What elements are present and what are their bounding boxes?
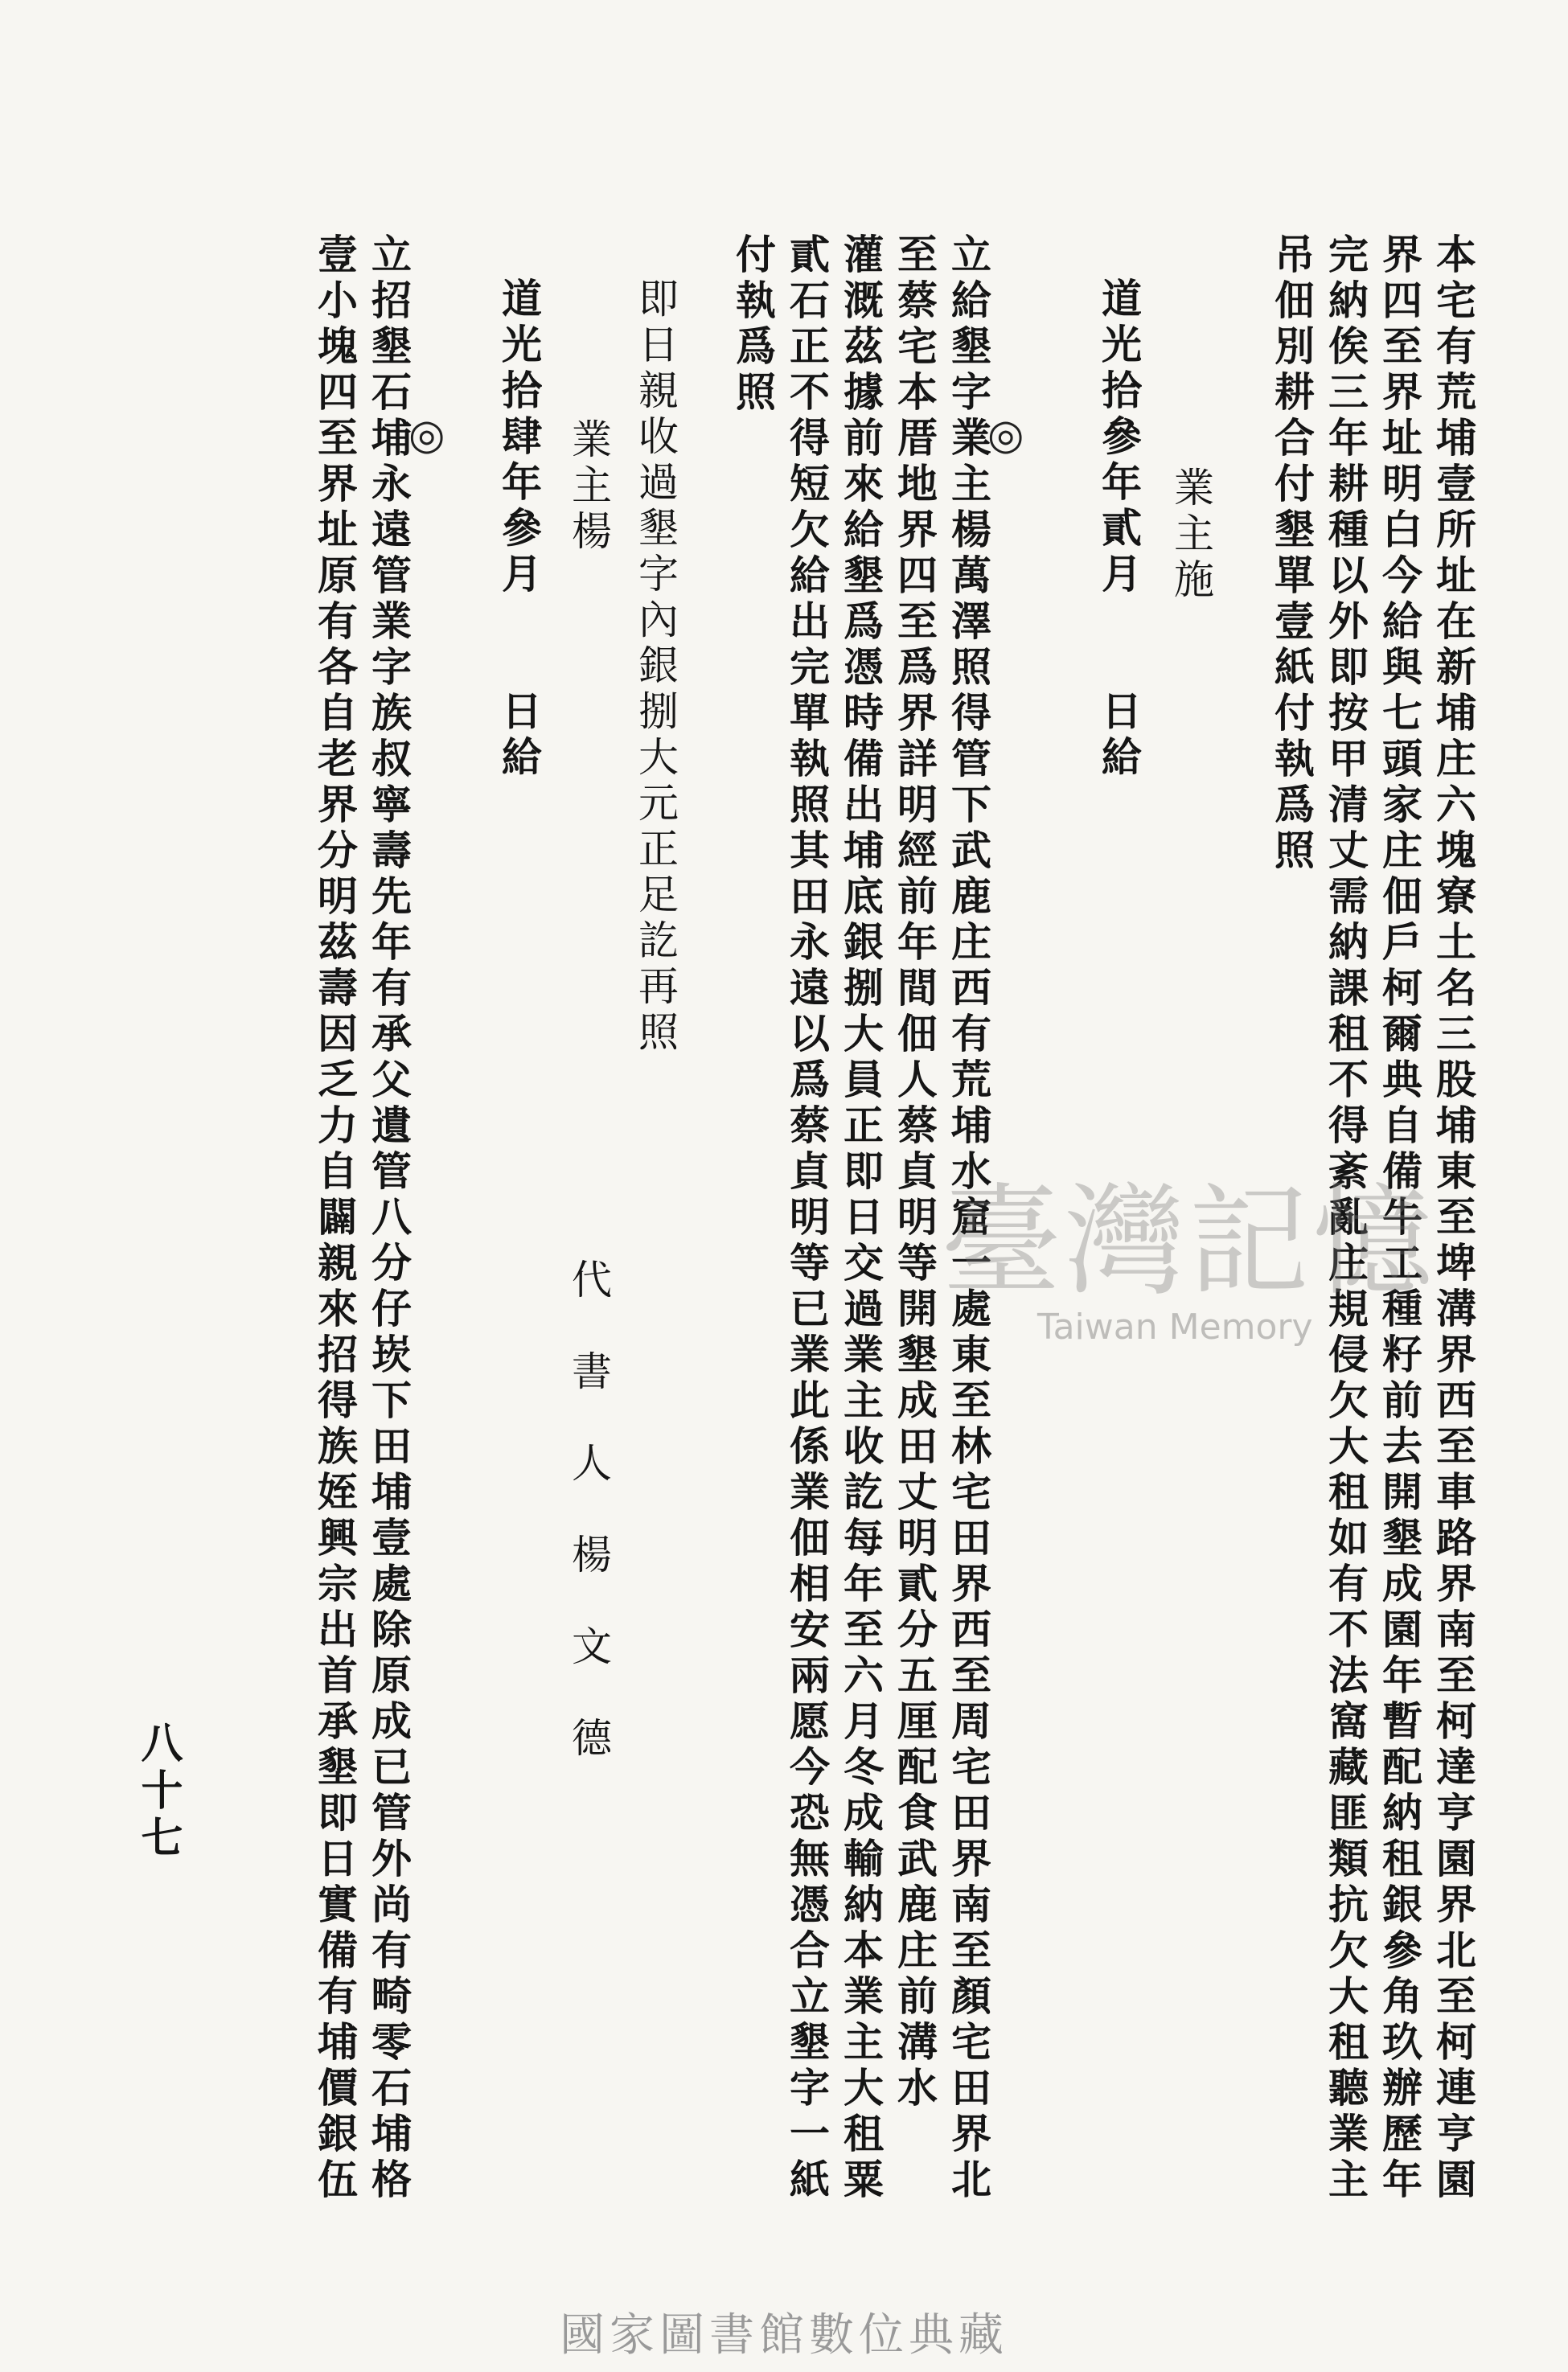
watermark-english-text: Taiwan Memory xyxy=(1037,1307,1313,1348)
doc2-line-5: 付執爲照 xyxy=(729,233,777,417)
doc2-scribe: 代書人楊文德 xyxy=(565,1258,612,1808)
doc1-line-4: 吊佃別耕合付墾單壹紙付執爲照 xyxy=(1268,233,1316,875)
doc3-line-2: 壹小塊四至界址原有各自老界分明茲壽因乏力自闢親來招得族姪興宗出首承墾即日實備有埔價銀伍 xyxy=(311,233,359,2204)
page-number: 八十七 xyxy=(133,1721,183,1863)
doc1-line-2: 界四至界址明白今給與七頭家庄佃戶柯爾典自備牛工種籽前去開墾成園年暫配納租銀參角玖辦歷年 xyxy=(1376,233,1423,2204)
doc3-line-1: 立招墾石埔永遠管業字族叔寧壽先年有承父遺管八分仔崁下田埔壹處除原成已管外尚有畸零石埔格 xyxy=(365,233,413,2204)
doc2-owner: 業主楊 xyxy=(565,418,612,556)
doc2-line-4: 貳石正不得短欠給出完單執照其田永遠以爲蔡貞明等已業此係業佃相安兩愿今恐無憑合立墾字一紙 xyxy=(783,233,831,2204)
doc2-date: 道光拾肆年參月 日給 xyxy=(495,277,543,782)
doc1-line-1: 本宅有荒埔壹所址在新埔庄六塊寮土名三股埔東至埤溝界西至車路界南至柯達亨園界北至柯連亨園 xyxy=(1430,233,1477,2204)
doc2-receipt: 即日親收過墾字內銀捌大元正足訖再照 xyxy=(632,277,679,1057)
section-separator-mark: ◎ xyxy=(408,411,445,459)
doc2-line-1: 立給墾字業主楊萬澤照得管下武鹿庄西有荒埔水窟一處東至林宅田界西至周宅田界南至顏宅田界北 xyxy=(945,233,992,2204)
doc1-owner: 業主施 xyxy=(1168,466,1214,604)
section-separator-mark: ◎ xyxy=(987,411,1024,459)
doc2-line-3: 灌溉茲據前來給墾爲憑時備出埔底銀捌大員正即日交過業主收訖每年至六月冬成輸納本業主大租粟 xyxy=(837,233,885,2204)
doc2-line-2: 至蔡宅本厝地界四至爲界詳明經前年間佃人蔡貞明等開墾成田丈明貳分五厘配食武鹿庄前溝水 xyxy=(891,233,938,2112)
doc1-date: 道光拾參年貳月 日給 xyxy=(1095,277,1143,782)
footer-collection-label: 國家圖書館數位典藏 xyxy=(560,2309,1008,2362)
doc1-line-3: 完納俟三年耕種以外即按甲清丈需納課租不得紊亂庄規侵欠大租如有不法窩藏匪類抗欠大租聽業主 xyxy=(1322,233,1369,2204)
watermark-chinese-text: 臺灣記憶 xyxy=(941,1172,1437,1312)
